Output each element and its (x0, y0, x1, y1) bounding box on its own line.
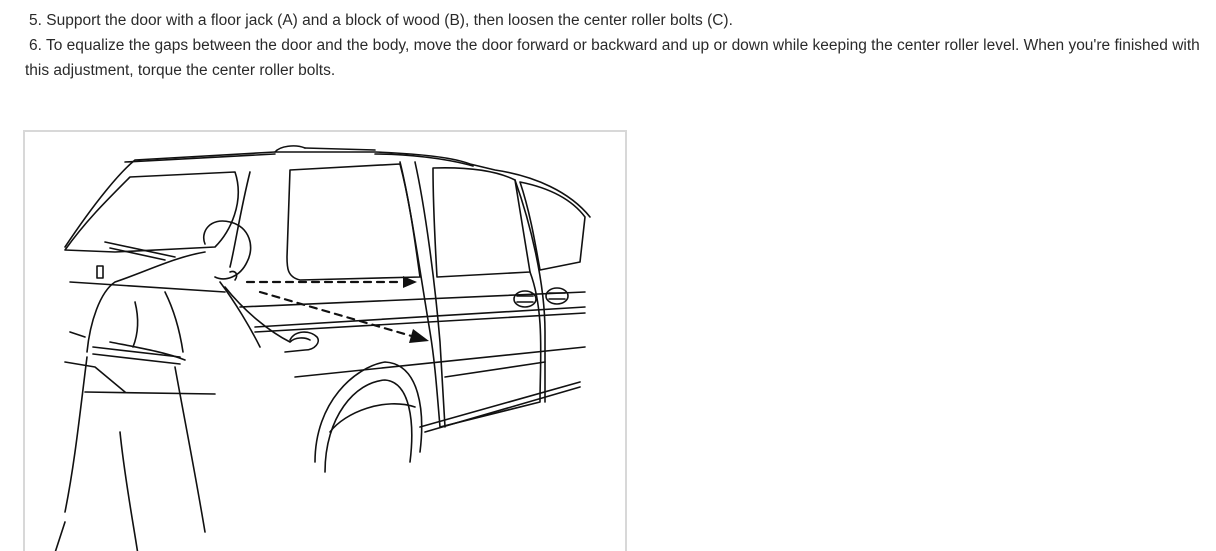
step-5-number: 5. (29, 12, 42, 29)
step-5-text: Support the door with a floor jack (A) and a block of wood (B), then loosen the center roller bolts (C). (46, 12, 733, 29)
technician-back (87, 252, 205, 352)
technician-shirt-fold (133, 292, 183, 352)
step-6-number: 6. (29, 37, 42, 54)
step-5 (25, 8, 1210, 33)
van-door-adjustment-illustration (25, 132, 625, 551)
diagonal-arrow-head (409, 329, 429, 343)
tail-lamp (97, 266, 103, 278)
roof-rack-rail (305, 148, 375, 150)
door-rear-edge (415, 162, 445, 427)
roof-rack (125, 146, 473, 166)
technician-legs (50, 357, 205, 551)
technician-figure (50, 221, 318, 551)
step-6 (25, 33, 1210, 83)
van-roof-outline (65, 152, 590, 247)
step-6-text: To equalize the gaps between the door and the body, move the door forward or backward and up or down while keeping the center roller level. When you're finished with this adjustment, torque the center roller bolts. (25, 37, 1200, 79)
technician-torso (110, 282, 260, 360)
rear-bumper (65, 332, 125, 392)
front-side-window (433, 168, 530, 277)
technician-belt (93, 347, 180, 364)
body-side-molding (255, 307, 585, 332)
body-beltline (70, 282, 585, 307)
rear-wheel (315, 362, 422, 472)
instruction-steps (25, 8, 1210, 83)
adjustment-arrows (247, 282, 415, 337)
rear-window (65, 172, 238, 252)
middle-window (287, 164, 420, 280)
door-handle-icon (514, 288, 568, 307)
figure-frame (23, 130, 627, 551)
